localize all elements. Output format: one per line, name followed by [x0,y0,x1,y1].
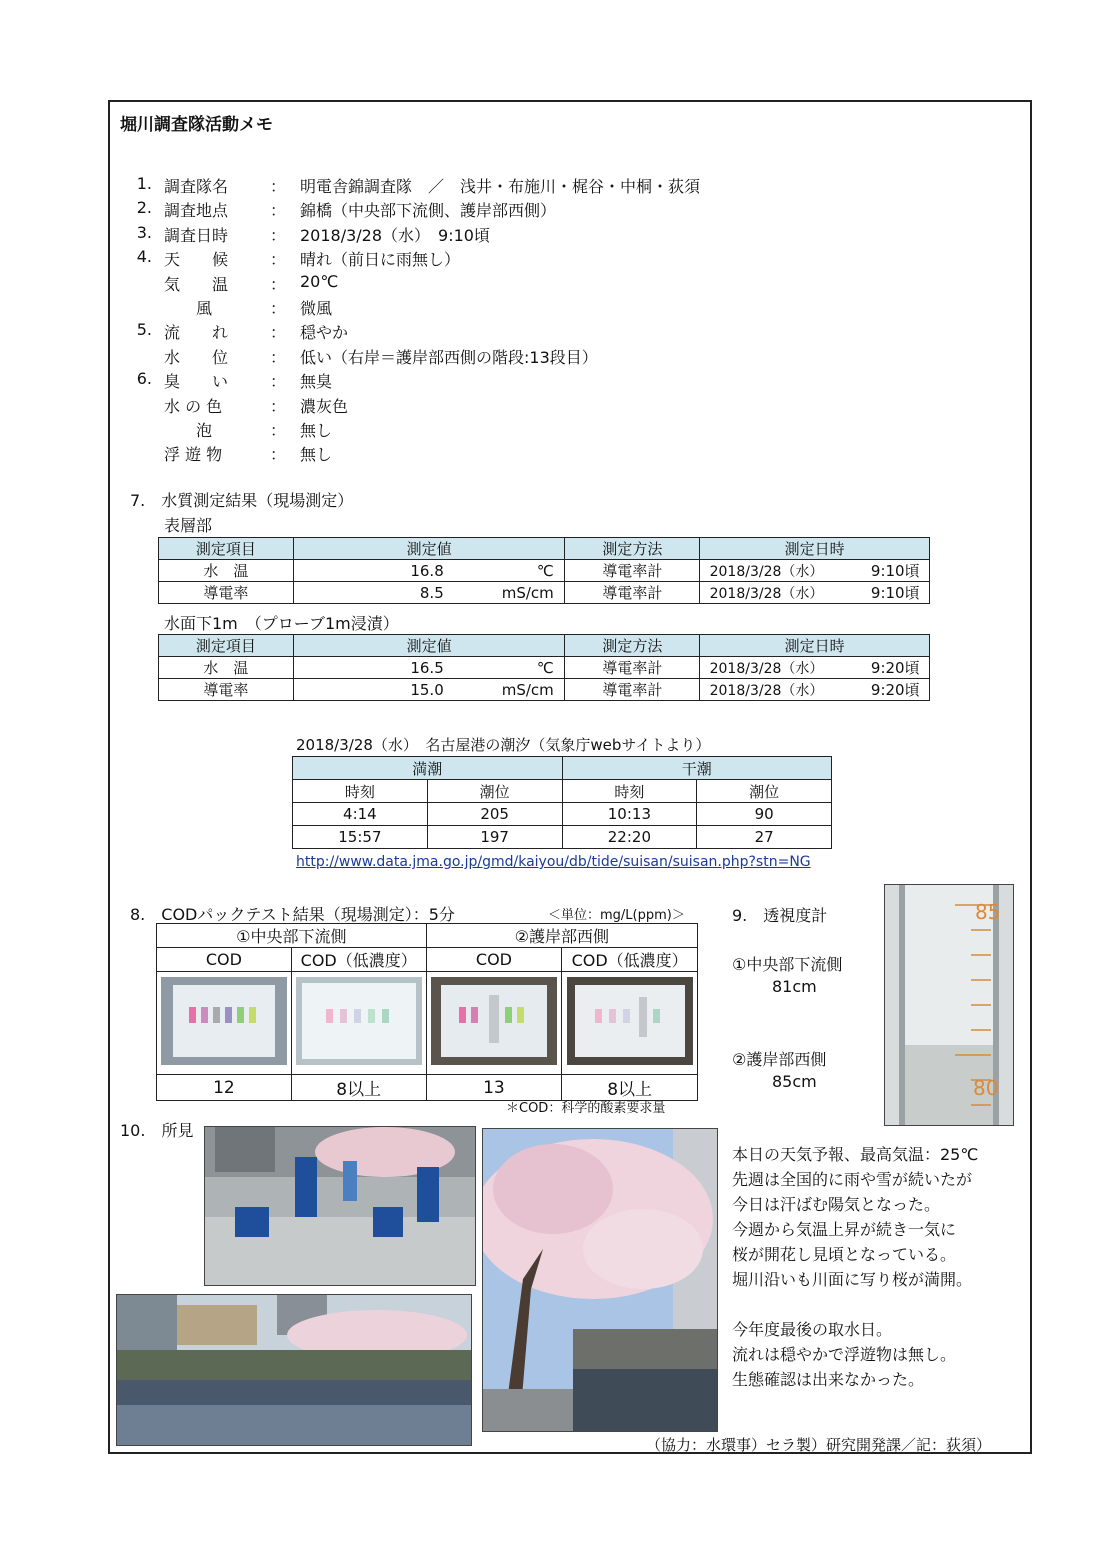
tide-row [293,826,832,849]
measure-value: 8.5 [419,583,444,602]
info-row [0,320,1000,344]
cod-photo-cell [562,972,698,1075]
cod-title: 8. CODパックテスト結果（現場測定）：5分 [130,905,455,924]
info-value: 2018/3/28（水） 9:10頃 [300,225,490,245]
measure-item: 導電率 [159,582,294,604]
cherry-tree-photo [482,1128,718,1432]
info-value: 明電舎錦調査隊 ／ 浅井・布施川・梶谷・中桐・荻須 [300,177,701,196]
info-row [0,174,1000,198]
info-colon: ： [270,201,287,221]
cod-low-col-header: COD（低濃度） [562,948,698,972]
meter-scale-top: 85 [975,900,1001,924]
findings-notes [732,1142,978,1392]
info-colon: ： [270,299,287,318]
info-label: 流 れ [164,323,229,343]
findings-line: 先週は全国的に雨や雪が続いたが [732,1170,973,1189]
tide-low-time: 10:13 [562,803,697,826]
cod-footnote: ＊COD：科学的酸素要求量 [506,1101,666,1116]
info-label: 浮 遊 物 [164,445,223,465]
info-row [0,247,1000,271]
section7-title: 7. 水質測定結果（現場測定） [130,491,354,510]
header-date: 測定日時 [700,538,930,560]
header-method: 測定方法 [565,538,700,560]
measurement-row [159,657,930,679]
measure-value-cell [293,657,565,679]
cod-low-pack-photo [296,977,422,1065]
measure-date: 2018/3/28（水） [709,564,824,580]
tide-level-header: 潮位 [697,780,832,803]
measure-method: 導電率計 [565,582,700,604]
cod-photo-cell [291,972,426,1075]
transparency-p1-value: 81cm [772,977,817,996]
cod-value: 13 [426,1075,562,1101]
page-title: 堀川調査隊活動メモ [120,115,273,135]
info-colon: ： [270,445,287,465]
measure-time: 9:20頃 [870,659,920,677]
cod-group2-header: ②護岸部西側 [426,924,697,948]
info-number: 2. [136,198,152,218]
info-label: 調査地点 [164,201,229,221]
measure-datetime [700,657,930,679]
measure-value: 15.0 [410,680,444,699]
measure-method: 導電率計 [565,657,700,679]
info-value: 無し [300,421,333,440]
info-colon: ： [270,347,287,367]
measure-value-cell [293,560,565,582]
measure-unit: ℃ [536,561,554,580]
cod-pack-photo [161,977,287,1065]
transparency-meter-photo [884,884,1014,1126]
measure-datetime [700,679,930,701]
header-date: 測定日時 [700,635,930,657]
findings-line [732,1292,978,1317]
info-row [0,442,1000,466]
measure-value: 16.8 [410,561,444,580]
cod-low-pack-photo [567,977,693,1065]
findings-title: 10. 所見 [120,1121,194,1140]
measure-unit: mS/cm [501,680,554,699]
measure-date: 2018/3/28（水） [709,661,824,677]
info-label: 水 の 色 [164,396,223,416]
cod-unit: ＜単位：mg/L(ppm)＞ [548,908,685,923]
cod-col-header: COD [157,948,292,972]
tide-high-time: 4:14 [293,803,428,826]
findings-line: 本日の天気予報、最高気温：25℃ [732,1145,979,1164]
info-colon: ： [270,421,287,440]
info-row [0,272,1000,296]
info-colon: ： [270,177,287,196]
cod-value: 8以上 [291,1075,426,1101]
measure-datetime [700,582,930,604]
tide-source-link[interactable]: http://www.data.jma.go.jp/gmd/kaiyou/db/tide/suisan/suisan.php?stn=NG [296,854,811,870]
tide-table [292,756,832,849]
info-row [0,198,1000,222]
footer-credit: （協力：水環事）セラ製）研究開発課／記：荻須） [646,1436,992,1454]
measure-date: 2018/3/28（水） [709,586,824,602]
header-method: 測定方法 [565,635,700,657]
cod-value: 12 [157,1075,292,1101]
measure-value-cell [293,582,565,604]
header-value: 測定値 [293,538,565,560]
cod-photo-cell [157,972,292,1075]
measure-time: 9:20頃 [870,681,920,699]
cod-table [156,923,698,1101]
tide-low-header: 干潮 [562,757,832,780]
transparency-title: 9. 透視度計 [732,906,828,925]
measure-item: 水 温 [159,657,294,679]
tide-caption: 2018/3/28（水） 名古屋港の潮汐（気象庁webサイトより） [296,736,711,754]
tide-low-level: 90 [697,803,832,826]
deep-label: 水面下1m （プローブ1m浸漬） [164,614,399,633]
info-value: 微風 [300,299,333,318]
info-value: 穏やか [300,323,349,343]
measure-method: 導電率計 [565,679,700,701]
info-row [0,345,1000,369]
info-colon: ： [270,225,287,245]
info-value: 無臭 [300,372,333,392]
info-row [0,394,1000,418]
tide-time-header: 時刻 [562,780,697,803]
measurement-row [159,679,930,701]
header-item: 測定項目 [159,635,294,657]
info-row [0,223,1000,247]
info-number: 1. [136,174,152,193]
measure-item: 水 温 [159,560,294,582]
measure-value: 16.5 [410,658,444,677]
info-label: 天 候 [164,250,229,270]
findings-line: 生態確認は出来なかった。 [732,1370,925,1389]
tide-high-time: 15:57 [293,826,428,849]
measure-value-cell [293,679,565,701]
header-item: 測定項目 [159,538,294,560]
header-value: 測定値 [293,635,565,657]
survey-team-photo [204,1126,476,1286]
info-value: 20℃ [300,271,339,291]
findings-line: 堀川沿いも川面に写り桜が満開。 [732,1270,973,1289]
info-label: 水 位 [164,347,229,367]
measure-method: 導電率計 [565,560,700,582]
tide-high-level: 205 [427,803,562,826]
info-label: 調査隊名 [164,177,229,196]
tide-low-time: 22:20 [562,826,697,849]
findings-line: 今週から気温上昇が続き一気に [732,1220,957,1239]
cod-photo-cell [426,972,562,1075]
transparency-p2-label: ②護岸部西側 [732,1050,827,1069]
info-colon: ： [270,323,287,343]
info-value: 低い（右岸＝護岸部西側の階段:13段目） [300,347,598,367]
findings-line: 桜が開花し見頃となっている。 [732,1245,957,1264]
info-colon: ： [270,396,287,416]
surface-label: 表層部 [164,516,213,535]
info-colon: ： [270,274,287,294]
info-value: 濃灰色 [300,396,349,416]
tide-level-header: 潮位 [427,780,562,803]
info-row [0,369,1000,393]
tide-high-level: 197 [427,826,562,849]
surface-table [158,537,930,604]
info-label: 調査日時 [164,225,229,245]
info-row [0,296,1000,320]
findings-line: 今年度最後の取水日。 [732,1320,893,1339]
measure-unit: ℃ [536,658,554,677]
measure-time: 9:10頃 [870,584,920,602]
river-cherry-photo [116,1294,472,1446]
info-value: 晴れ（前日に雨無し） [300,250,461,270]
findings-line: 今日は汗ばむ陽気となった。 [732,1195,941,1214]
cod-pack-photo [431,977,557,1065]
cod-value: 8以上 [562,1075,698,1101]
tide-high-header: 満潮 [293,757,563,780]
info-colon: ： [270,250,287,270]
info-value: 無し [300,445,333,465]
info-label: 気 温 [164,274,229,294]
cod-col-header: COD [426,948,562,972]
info-label: 風 [164,299,213,318]
tide-row [293,803,832,826]
measure-item: 導電率 [159,679,294,701]
measurement-row [159,560,930,582]
info-label: 臭 い [164,372,229,392]
tide-low-level: 27 [697,826,832,849]
info-number: 5. [136,320,152,340]
tide-time-header: 時刻 [293,780,428,803]
info-colon: ： [270,372,287,392]
info-number: 3. [136,222,152,242]
info-row [0,418,1000,442]
measure-time: 9:10頃 [870,562,920,580]
info-label: 泡 [164,421,213,440]
findings-line: 流れは穏やかで浮遊物は無し。 [732,1345,957,1364]
measure-unit: mS/cm [501,583,554,602]
info-number: 6. [136,369,152,389]
info-number: 4. [136,247,152,267]
measure-datetime [700,560,930,582]
transparency-p2-value: 85cm [772,1072,817,1091]
measurement-row [159,582,930,604]
meter-scale-bottom: 80 [973,1076,999,1100]
measure-date: 2018/3/28（水） [709,683,824,699]
transparency-p1-label: ①中央部下流側 [732,955,843,974]
cod-low-col-header: COD（低濃度） [291,948,426,972]
deep-table [158,634,930,701]
cod-group1-header: ①中央部下流側 [157,924,427,948]
info-value: 錦橋（中央部下流側、護岸部西側） [300,201,557,221]
